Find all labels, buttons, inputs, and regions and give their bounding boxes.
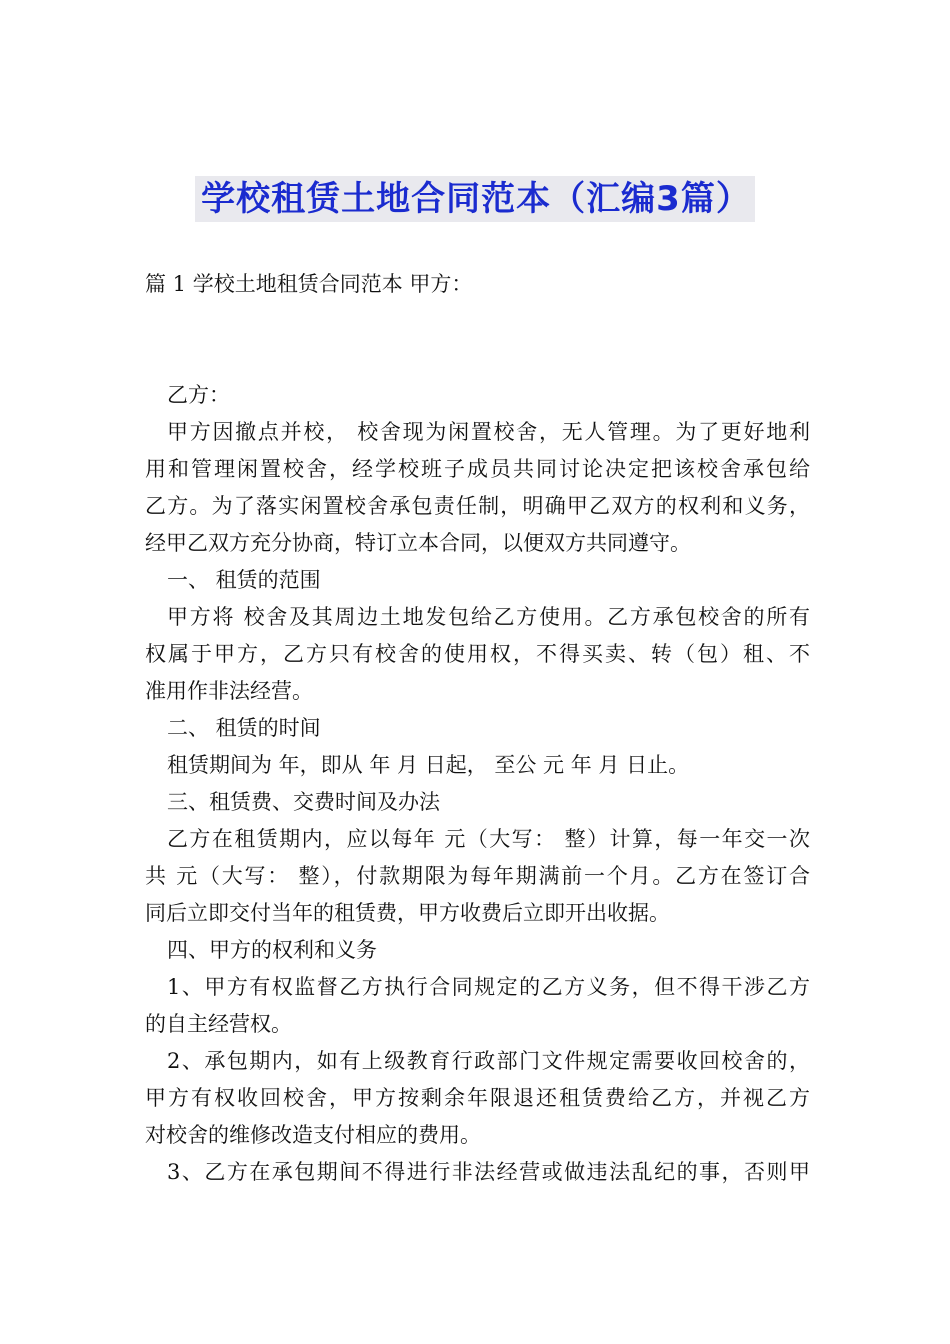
paragraph-line: 准用作非法经营。 — [145, 679, 313, 703]
paragraph-line: 租赁期间为 年，即从 年 月 日起， 至公 元 年 月 日止。 — [167, 753, 690, 777]
paragraph-line: 的自主经营权。 — [145, 1012, 292, 1036]
paragraph-line: 共 元（大写： 整），付款期限为每年期满前一个月。乙方在签订合 — [145, 864, 810, 888]
clause-heading: 四、甲方的权利和义务 — [167, 938, 377, 962]
paragraph-line: 乙方在租赁期内，应以每年 元（大写： 整）计算，每一年交一次 — [167, 827, 810, 851]
clause-heading: 三、租赁费、交费时间及办法 — [167, 790, 440, 814]
paragraph-line: 1、甲方有权监督乙方执行合同规定的乙方义务，但不得干涉乙方 — [167, 975, 810, 999]
clause-heading: 二、 租赁的时间 — [167, 716, 321, 740]
paragraph-line: 用和管理闲置校舍，经学校班子成员共同讨论决定把该校舍承包给 — [145, 457, 810, 481]
section-heading: 篇 1 学校土地租赁合同范本 甲方： — [145, 272, 473, 296]
paragraph-line: 甲方因撤点并校， 校舍现为闲置校舍，无人管理。为了更好地利 — [167, 420, 810, 444]
title-container — [0, 176, 950, 222]
paragraph-line: 甲方将 校舍及其周边土地发包给乙方使用。乙方承包校舍的所有 — [167, 605, 810, 629]
paragraph-line: 对校舍的维修改造支付相应的费用。 — [145, 1123, 481, 1147]
party-b-label: 乙方： — [167, 383, 230, 407]
paragraph-line: 甲方有权收回校舍，甲方按剩余年限退还租赁费给乙方，并视乙方 — [145, 1086, 810, 1110]
document-title: 学校租赁土地合同范本（汇编3篇） — [195, 176, 755, 222]
clause-heading: 一、 租赁的范围 — [167, 568, 321, 592]
paragraph-line: 3、乙方在承包期间不得进行非法经营或做违法乱纪的事，否则甲 — [167, 1160, 810, 1184]
paragraph-line: 经甲乙双方充分协商，特订立本合同，以便双方共同遵守。 — [145, 531, 691, 555]
paragraph-line: 乙方。为了落实闲置校舍承包责任制，明确甲乙双方的权利和义务， — [145, 494, 810, 518]
document-body — [145, 377, 810, 1191]
paragraph-line: 权属于甲方，乙方只有校舍的使用权，不得买卖、转（包）租、不 — [145, 642, 810, 666]
subtitle-block — [145, 266, 810, 303]
paragraph-line: 同后立即交付当年的租赁费，甲方收费后立即开出收据。 — [145, 901, 670, 925]
paragraph-line: 2、承包期内，如有上级教育行政部门文件规定需要收回校舍的， — [167, 1049, 810, 1073]
